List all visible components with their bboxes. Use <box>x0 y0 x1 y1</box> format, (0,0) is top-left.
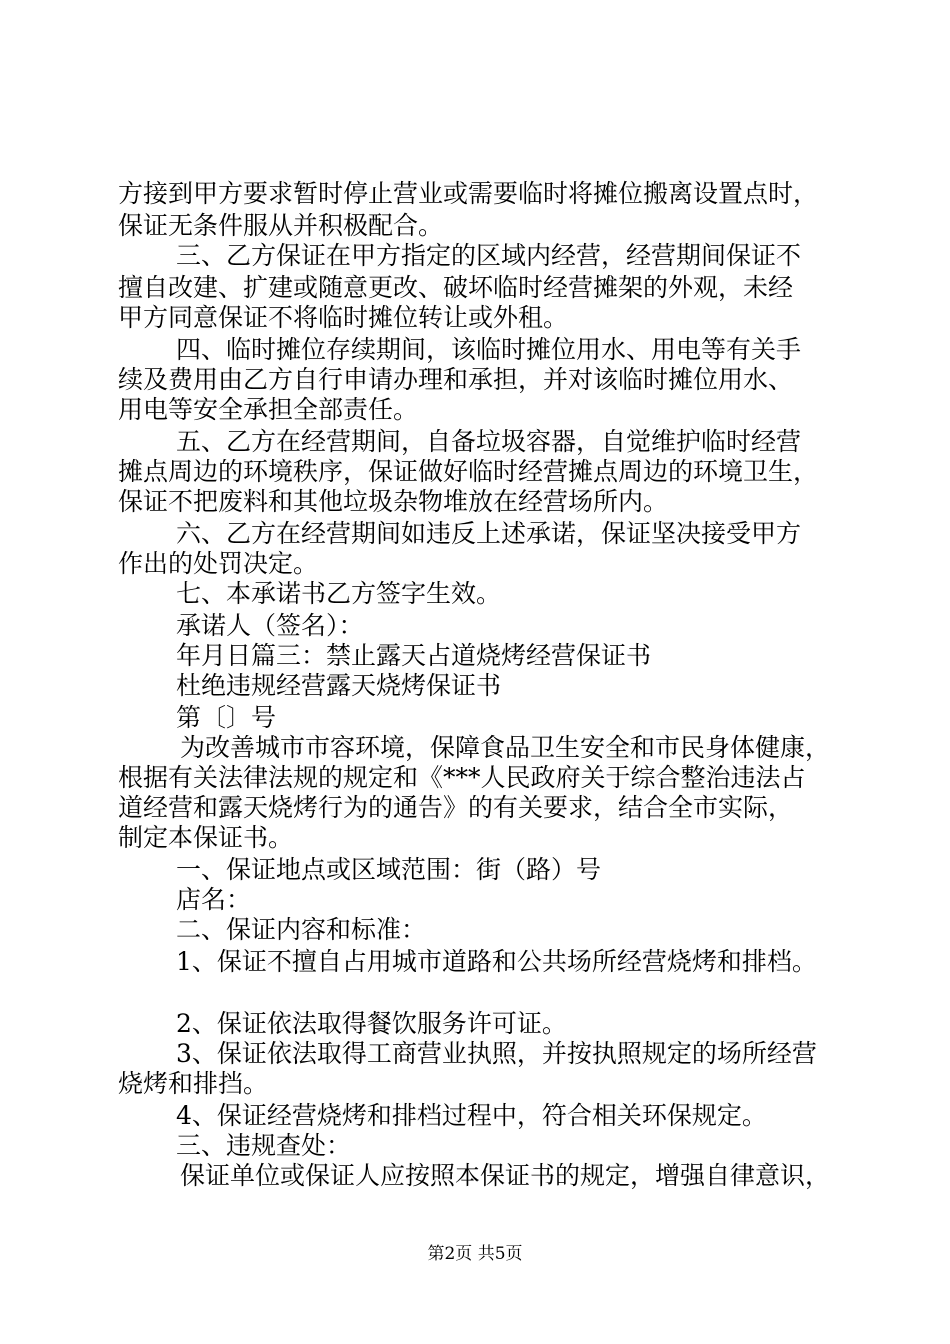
text-line: 作出的处罚决定。 <box>118 549 319 578</box>
text-line: 道经营和露天烧烤行为的通告》的有关要求，结合全市实际， <box>118 793 794 822</box>
text-line: 擅自改建、扩建或随意更改、破坏临时经营摊架的外观，未经 <box>118 273 794 302</box>
text-line: 4、保证经营烧烤和排档过程中，符合相关环保规定。 <box>176 1101 767 1130</box>
text-line: 店名： <box>176 885 252 914</box>
text-line: 四、临时摊位存续期间，该临时摊位用水、用电等有关手 <box>176 335 802 364</box>
text-line: 根据有关法律法规的规定和《***人民政府关于综合整治违法占 <box>118 763 806 792</box>
text-line: 一、保证地点或区域范围：街（路）号 <box>176 855 602 884</box>
text-line: 保证不把废料和其他垃圾杂物堆放在经营场所内。 <box>118 487 669 516</box>
page-number-footer: 第2页 共5页 <box>427 1244 523 1264</box>
text-line: 甲方同意保证不将临时摊位转让或外租。 <box>118 303 569 332</box>
text-line: 为改善城市市容环境，保障食品卫生安全和市民身体健康， <box>180 733 831 762</box>
text-line: 杜绝违规经营露天烧烤保证书 <box>176 671 502 700</box>
text-line: 用电等安全承担全部责任。 <box>118 395 419 424</box>
text-line: 烧烤和排挡。 <box>118 1069 269 1098</box>
text-line: 六、乙方在经营期间如违反上述承诺，保证坚决接受甲方 <box>176 519 802 548</box>
text-line: 保证单位或保证人应按照本保证书的规定，增强自律意识， <box>180 1161 831 1190</box>
text-line: 承诺人（签名）： <box>176 611 364 640</box>
text-line: 续及费用由乙方自行申请办理和承担，并对该临时摊位用水、 <box>118 365 794 394</box>
text-line: 3、保证依法取得工商营业执照，并按执照规定的场所经营 <box>176 1039 817 1068</box>
text-line: 方接到甲方要求暂时停止营业或需要临时将摊位搬离设置点时， <box>118 179 819 208</box>
text-line: 三、违规查处： <box>176 1131 352 1160</box>
text-line: 二、保证内容和标准： <box>176 915 427 944</box>
text-line: 五、乙方在经营期间，自备垃圾容器，自觉维护临时经营 <box>176 427 802 456</box>
text-line: 2、保证依法取得餐饮服务许可证。 <box>176 1009 567 1038</box>
text-line: 摊点周边的环境秩序，保证做好临时经营摊点周边的环境卫生， <box>118 457 819 486</box>
text-line: 七、本承诺书乙方签字生效。 <box>176 579 502 608</box>
text-line: 第〔〕号 <box>176 703 277 732</box>
text-line: 制定本保证书。 <box>118 823 294 852</box>
text-line: 年月日篇三：禁止露天占道烧烤经营保证书 <box>176 641 652 670</box>
text-line: 保证无条件服从并积极配合。 <box>118 211 444 240</box>
text-line: 1、保证不擅自占用城市道路和公共场所经营烧烤和排档。 <box>176 947 817 976</box>
text-line: 三、乙方保证在甲方指定的区域内经营，经营期间保证不 <box>176 241 802 270</box>
